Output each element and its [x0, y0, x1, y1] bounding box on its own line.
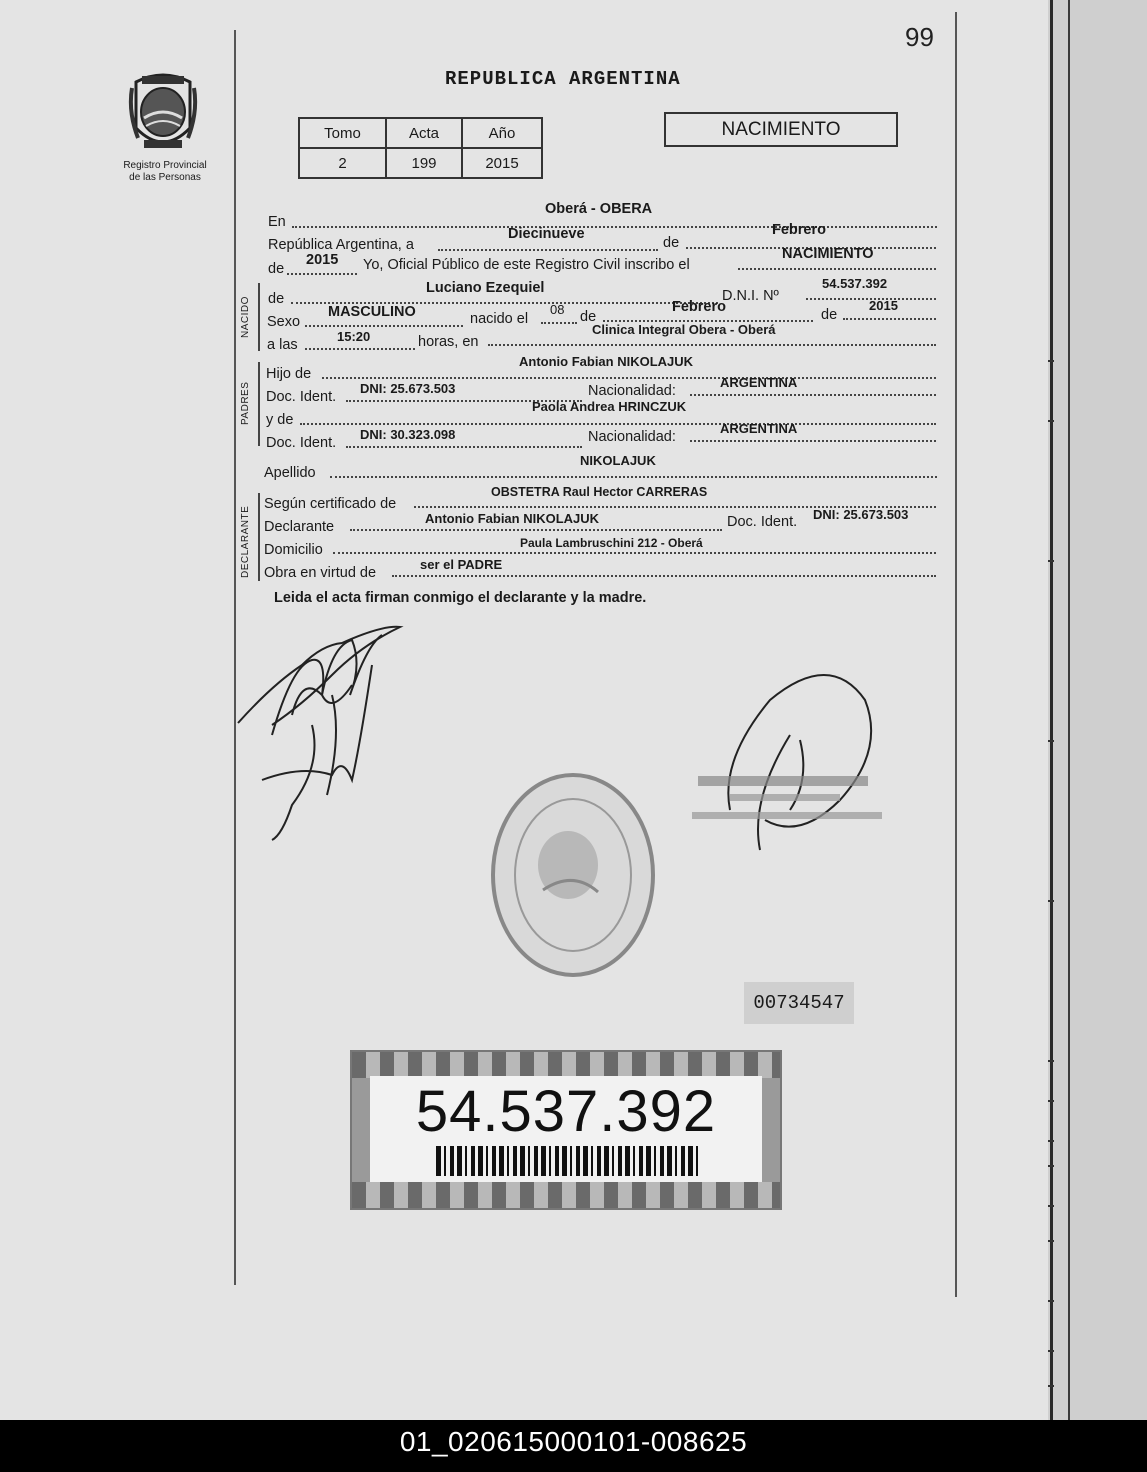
madre-nacionalidad-value: ARGENTINA — [720, 421, 798, 436]
dia-nacimiento-value: 08 — [550, 302, 565, 317]
dotted-line — [322, 377, 936, 379]
dni-sticker — [350, 1050, 782, 1210]
de-label: de — [821, 307, 838, 323]
nacionalidad-label: Nacionalidad: — [588, 429, 676, 445]
circular-seal-stamp — [488, 770, 658, 980]
padre-doc-value: DNI: 25.673.503 — [360, 381, 456, 396]
right-margin-line — [955, 12, 957, 1297]
declarante-doc-value: DNI: 25.673.503 — [813, 507, 909, 522]
declarante-label: Declarante — [264, 519, 335, 535]
dotted-line — [690, 394, 936, 396]
dotted-line — [287, 273, 357, 275]
dotted-line — [305, 348, 415, 350]
certificado-value: OBSTETRA Raul Hector CARRERAS — [491, 485, 708, 499]
scan-file-id: 01_020615000101-008625 — [0, 1420, 1147, 1472]
obra-value: ser el PADRE — [420, 557, 503, 572]
section-bar — [258, 493, 260, 581]
dni-sticker-number: 54.537.392 — [415, 1079, 717, 1144]
mes-nacimiento-value: Febrero — [672, 299, 726, 315]
anio-value: 2015 — [462, 148, 542, 178]
doc-ident-label: Doc. Ident. — [266, 435, 337, 451]
domicilio-label: Domicilio — [264, 542, 323, 558]
table-header-tomo: Tomo — [299, 118, 386, 148]
logo-caption-line: de las Personas — [129, 172, 201, 183]
sticker-pattern — [352, 1052, 780, 1078]
dotted-line — [541, 322, 577, 324]
lugar-inscripcion-value: Oberá - OBERA — [545, 201, 653, 217]
inscribo-value: NACIMIENTO — [782, 246, 874, 262]
table-row — [299, 148, 542, 178]
obra-en-virtud-label: Obra en virtud de — [264, 565, 377, 581]
section-bar — [258, 362, 260, 446]
oficial-text: Yo, Oficial Público de este Registro Civil inscribo el — [363, 257, 690, 273]
table-header-anio: Año — [462, 118, 542, 148]
barcode — [436, 1146, 698, 1176]
hora-nacimiento-value: 15:20 — [337, 329, 371, 344]
nombre-nacido-value: Luciano Ezequiel — [426, 280, 545, 296]
dotted-line — [438, 249, 658, 251]
lugar-nacimiento-value: Clinica Integral Obera - Oberá — [592, 322, 776, 337]
anio-inscripcion-value: 2015 — [306, 252, 339, 268]
table-header-row — [299, 118, 542, 148]
page-number: 99 — [905, 22, 934, 52]
dotted-line — [350, 529, 722, 531]
segun-certificado-label: Según certificado de — [264, 496, 397, 512]
de-label: de — [580, 309, 597, 325]
madre-nombre-value: Paola Andrea HRINCZUK — [532, 399, 687, 414]
dotted-line — [488, 344, 936, 346]
logo-caption-line: Registro Provincial — [123, 160, 207, 171]
dotted-line — [738, 268, 936, 270]
dotted-line — [843, 318, 936, 320]
padre-nombre-value: Antonio Fabian NIKOLAJUK — [519, 354, 694, 369]
closing-statement: Leida el acta firman conmigo el declarante y la madre. — [274, 590, 647, 606]
section-label-nacido: NACIDO — [240, 296, 251, 338]
nacionalidad-label: Nacionalidad: — [588, 383, 676, 399]
dotted-line — [333, 552, 936, 554]
document-type-box: NACIMIENTO — [664, 112, 898, 147]
section-bar — [258, 283, 260, 351]
de-label: de — [268, 291, 285, 307]
a-las-label: a las — [267, 337, 298, 353]
official-signature-stamp — [690, 660, 890, 880]
declarante-signature — [232, 605, 412, 845]
table-header-acta: Acta — [386, 118, 462, 148]
registry-table — [298, 117, 543, 179]
republica-label: República Argentina, a — [268, 237, 414, 253]
apellido-value: NIKOLAJUK — [580, 453, 656, 468]
dotted-line — [330, 476, 937, 478]
doc-ident-label: Doc. Ident. — [266, 389, 337, 405]
dni-label: D.N.I. Nº — [722, 288, 779, 304]
dotted-line — [346, 446, 582, 448]
de-label: de — [663, 235, 680, 251]
doc-ident-label: Doc. Ident. — [727, 514, 798, 530]
madre-doc-value: DNI: 30.323.098 — [360, 427, 456, 442]
dia-inscripcion-value: Diecinueve — [508, 226, 585, 242]
dotted-line — [292, 226, 937, 228]
tomo-value: 2 — [299, 148, 386, 178]
dotted-line — [392, 575, 936, 577]
sticker-inner — [370, 1076, 762, 1182]
hijo-de-label: Hijo de — [266, 366, 312, 382]
control-number: 00734547 — [744, 982, 854, 1024]
anio-nacimiento-value: 2015 — [869, 298, 898, 313]
y-de-label: y de — [266, 412, 294, 428]
de-label: de — [268, 261, 285, 277]
logo-caption — [110, 160, 220, 184]
sexo-value: MASCULINO — [328, 304, 416, 320]
dotted-line — [305, 325, 463, 327]
padre-nacionalidad-value: ARGENTINA — [720, 375, 798, 390]
mes-inscripcion-value: Febrero — [772, 222, 826, 238]
horas-en-label: horas, en — [418, 334, 479, 350]
sticker-pattern — [352, 1182, 780, 1208]
sexo-label: Sexo — [267, 314, 301, 330]
dotted-line — [300, 423, 936, 425]
document-header-title: REPUBLICA ARGENTINA — [445, 68, 681, 90]
dotted-line — [690, 440, 936, 442]
section-label-declarante: DECLARANTE — [240, 505, 251, 578]
apellido-label: Apellido — [264, 465, 316, 481]
declarante-nombre-value: Antonio Fabian NIKOLAJUK — [425, 511, 600, 526]
adjacent-page — [1040, 0, 1147, 1420]
page-edge — [1068, 0, 1070, 1420]
section-label-padres: PADRES — [240, 381, 251, 425]
dni-nacido-value: 54.537.392 — [822, 276, 888, 291]
en-label: En — [268, 214, 286, 230]
domicilio-value: Paula Lambruschini 212 - Oberá — [520, 536, 703, 550]
acta-value: 199 — [386, 148, 462, 178]
page-edge — [1050, 0, 1053, 1420]
provincial-seal-logo — [128, 68, 198, 156]
nacido-el-label: nacido el — [470, 311, 529, 327]
